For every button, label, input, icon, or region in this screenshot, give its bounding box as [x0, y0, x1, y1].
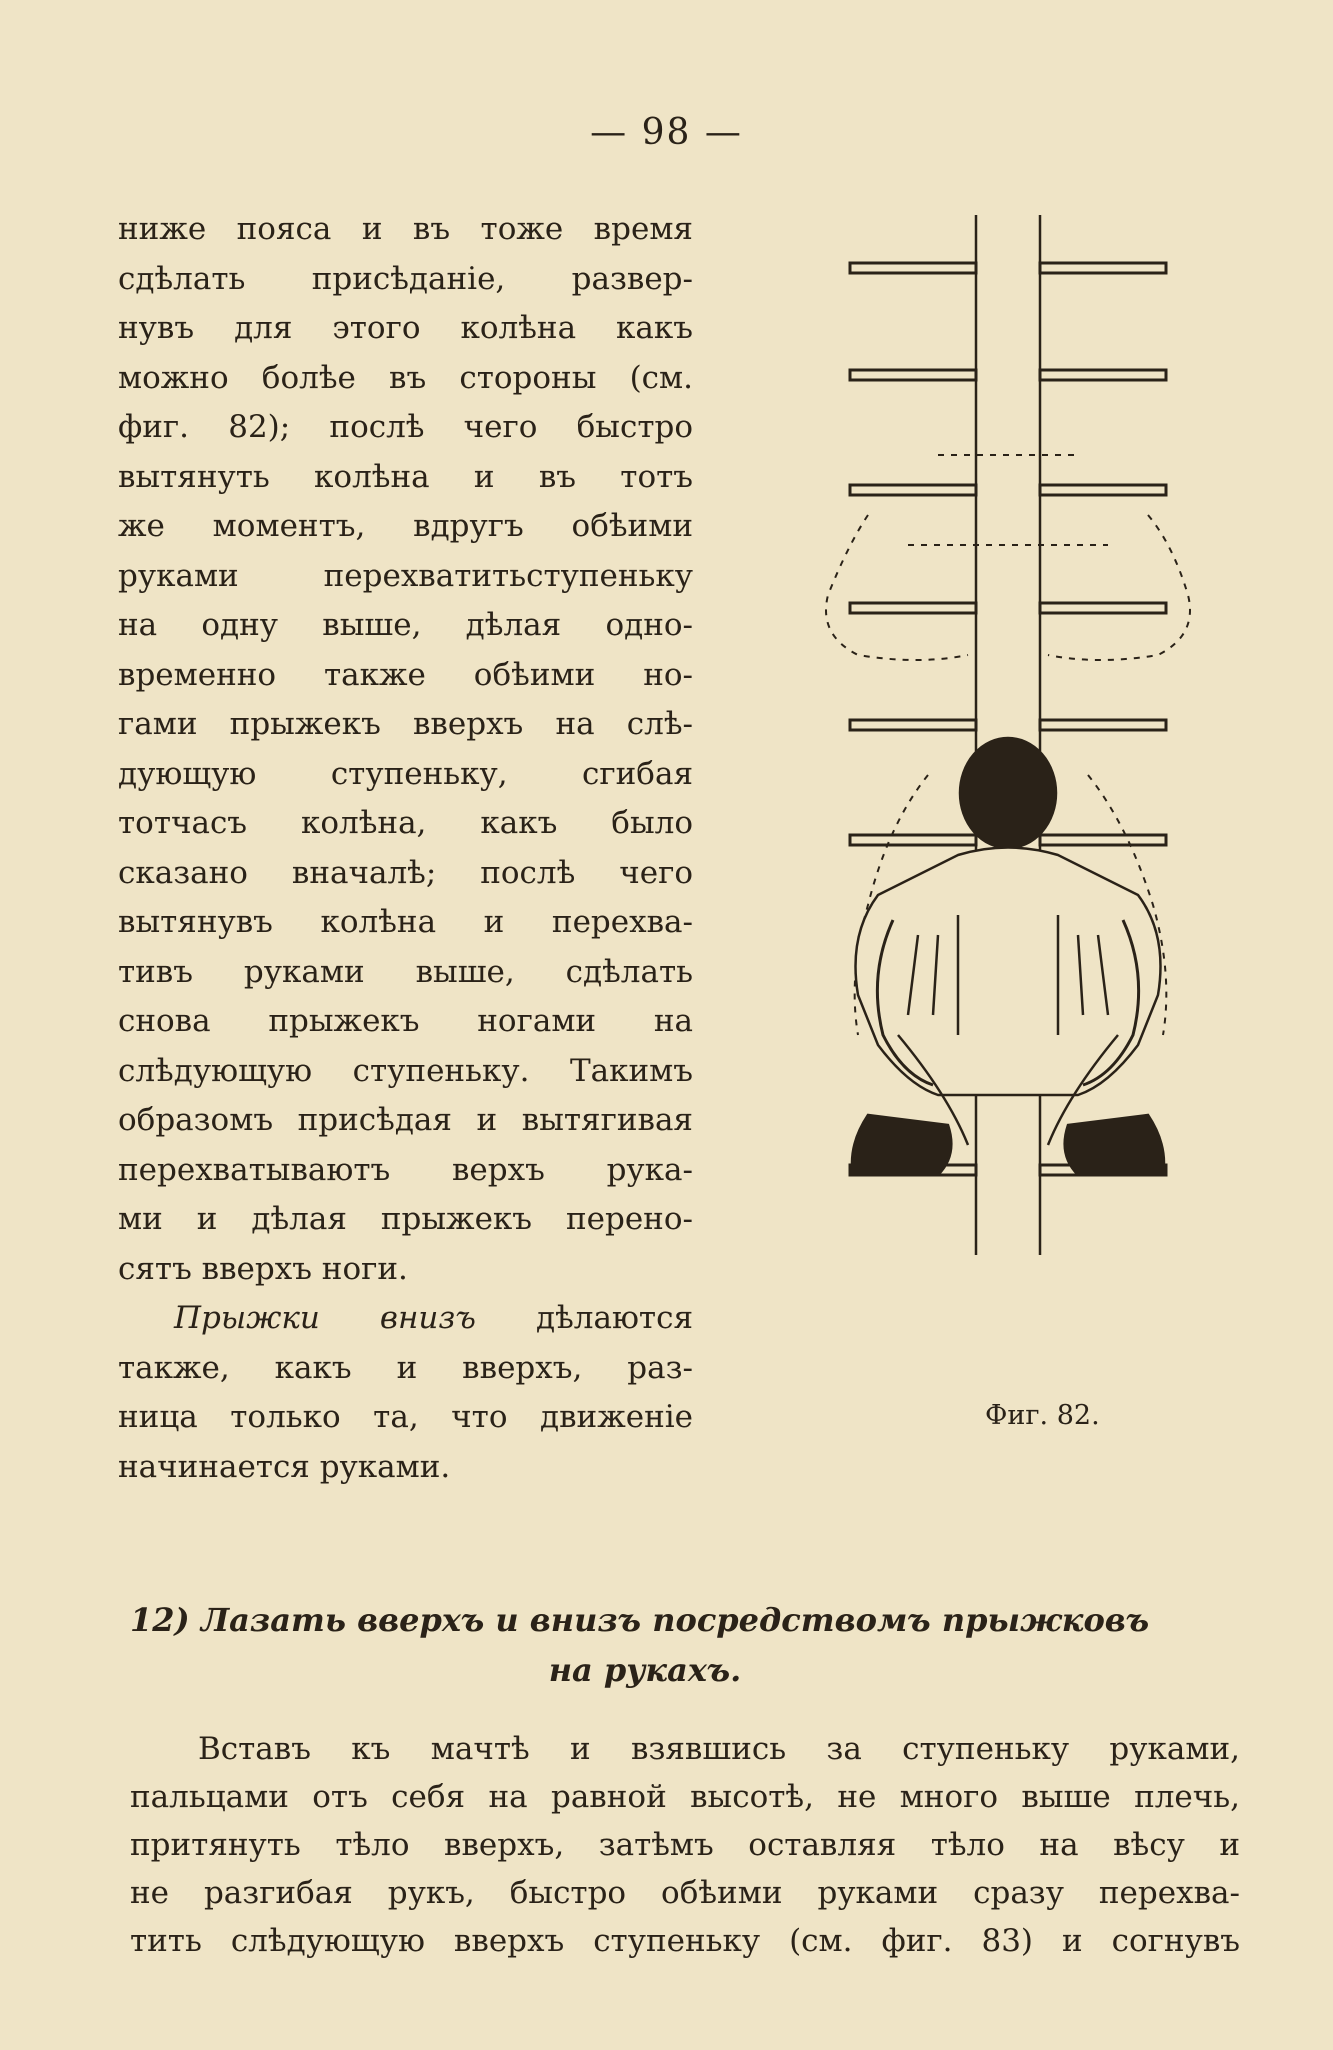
text-line: же моментъ, вдругъ обѣими	[118, 508, 693, 544]
text-line: сказано вначалѣ; послѣ чего	[118, 854, 693, 891]
text-line: образомъ присѣдая и вытягивая	[118, 1102, 693, 1138]
jumps-down-term: Прыжки внизъ	[174, 1300, 476, 1336]
text-line: можно болѣе въ стороны (см.	[118, 359, 693, 396]
text-line: не разгибая рукъ, быстро обѣими руками сразу перехва-	[130, 1875, 1240, 1911]
text-line: также, какъ и вверхъ, раз-	[118, 1349, 693, 1386]
text-line: слѣдующую ступеньку. Такимъ	[118, 1052, 693, 1089]
text-line: руками перехватитьступеньку	[118, 557, 693, 594]
text-line: нувъ для этого колѣна какъ	[118, 310, 693, 346]
text-line: тивъ руками выше, сдѣлать	[118, 953, 693, 990]
section-heading	[120, 1595, 1230, 1695]
text-line: фиг. 82); послѣ чего быстро	[118, 409, 693, 445]
jumps-down-line	[118, 1294, 693, 1344]
text-line: тотчасъ колѣна, какъ было	[118, 805, 693, 841]
text-line: начинается руками.	[118, 1448, 451, 1485]
figure-82-illustration	[808, 215, 1228, 1265]
text-line: ница только та, что движеніе	[118, 1399, 693, 1435]
text-line: сдѣлать присѣданіе, развер-	[118, 260, 693, 297]
figure-caption: Фиг. 82.	[985, 1400, 1100, 1431]
jumps-down-rest: дѣлаются	[535, 1300, 693, 1336]
text-line: на одну выше, дѣлая одно-	[118, 607, 693, 643]
text-line: гами прыжекъ вверхъ на слѣ-	[118, 706, 693, 742]
heading-line: на рукахъ.	[548, 1651, 742, 1689]
left-text-column	[118, 205, 693, 1492]
text-line: временно также обѣими но-	[118, 656, 693, 693]
text-line: Вставъ къ мачтѣ и взявшись за ступеньку руками,	[198, 1731, 1240, 1767]
full-width-paragraph	[130, 1725, 1240, 1965]
heading-line: 12) Лазать вверхъ и внизъ посредствомъ прыжковъ	[130, 1601, 1150, 1639]
text-line: тить слѣдующую вверхъ ступеньку (см. фиг. 83) и согнувъ	[130, 1923, 1240, 1959]
page-number: — 98 —	[590, 112, 743, 153]
text-line: снова прыжекъ ногами на	[118, 1003, 693, 1039]
text-line: сятъ вверхъ ноги.	[118, 1250, 408, 1287]
text-line: притянуть тѣло вверхъ, затѣмъ оставляя тѣло на вѣсу и	[130, 1827, 1240, 1863]
text-line: вытянуть колѣна и въ тотъ	[118, 458, 693, 495]
text-line: ниже пояса и въ тоже время	[118, 211, 693, 247]
text-line: ми и дѣлая прыжекъ перено-	[118, 1201, 693, 1237]
text-line: перехватываютъ верхъ рука-	[118, 1151, 693, 1188]
text-line: дующую ступеньку, сгибая	[118, 755, 693, 792]
text-line: вытянувъ колѣна и перехва-	[118, 904, 693, 940]
text-line: пальцами отъ себя на равной высотѣ, не много выше плечь,	[130, 1779, 1240, 1815]
